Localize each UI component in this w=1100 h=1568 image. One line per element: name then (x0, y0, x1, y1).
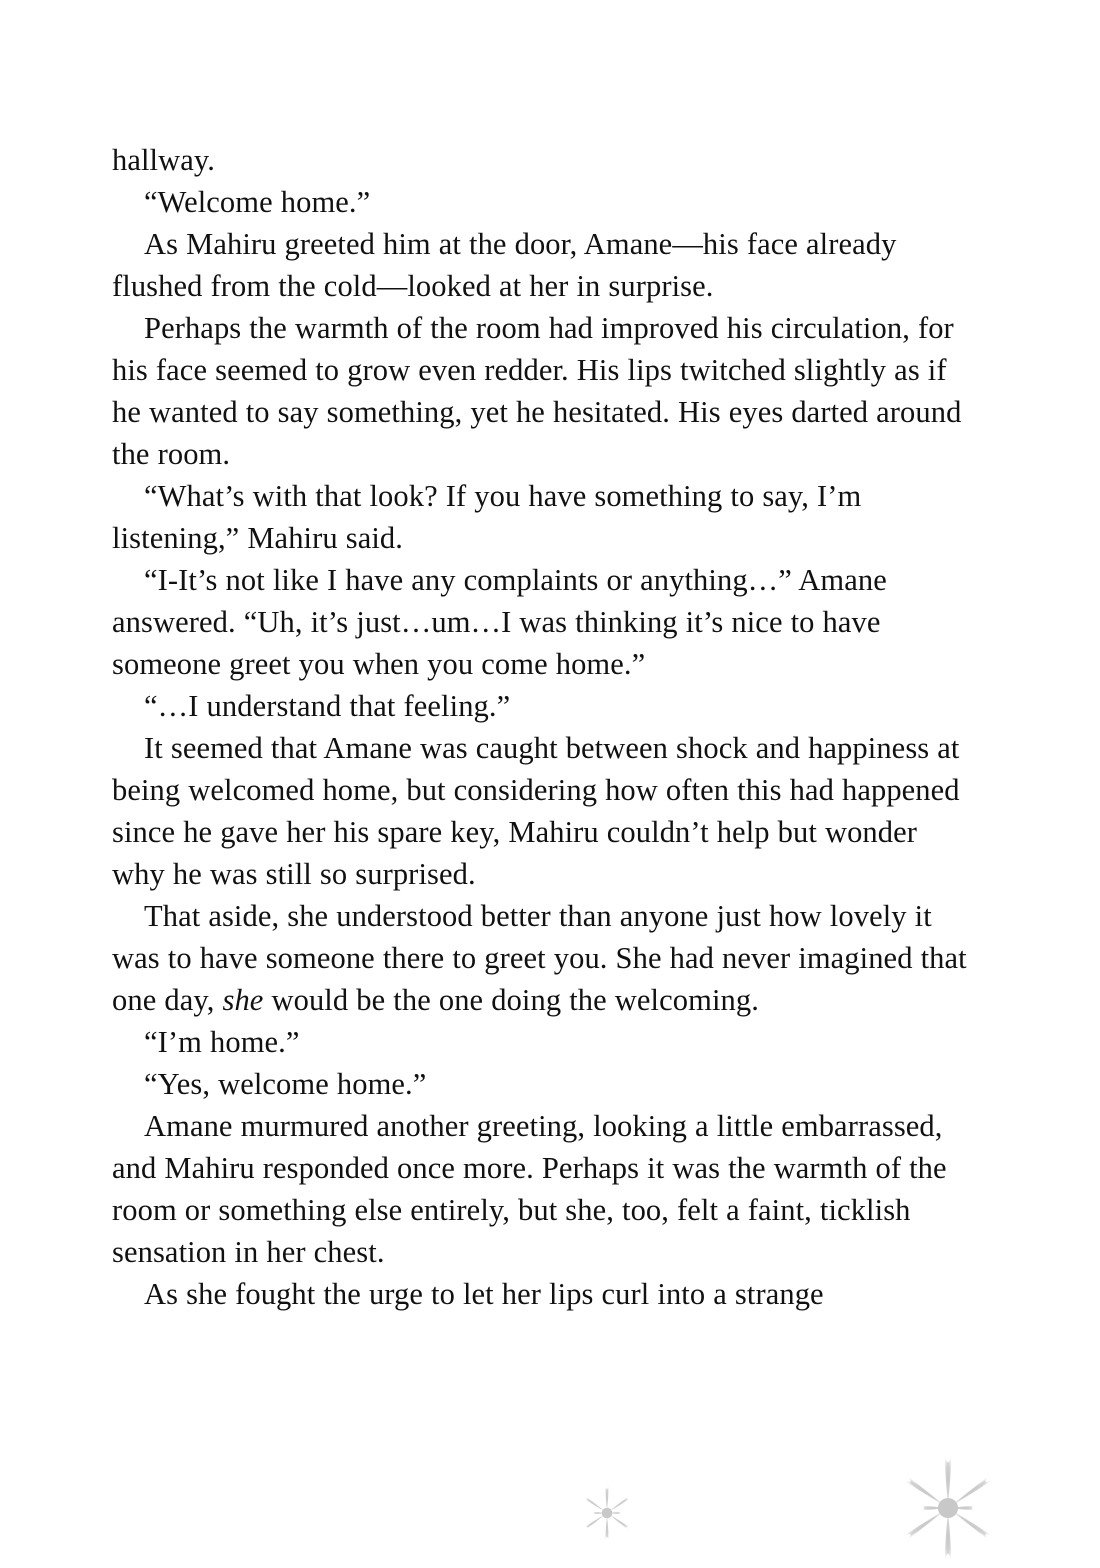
paragraph-p-that-aside (112, 895, 972, 1021)
paragraph-p-perhaps-the-warmth: Perhaps the warmth of the room had improved his circulation, for his face seemed to grow even redder. His lips twitched slightly as if he wanted to say something, yet he hesitated. His eyes darted around the room. (112, 311, 962, 471)
paragraph-p-yes-welcome-home: “Yes, welcome home.” (144, 1067, 427, 1101)
emphasis-text: she (222, 983, 264, 1017)
paragraph-p-as-mahiru-greeted: As Mahiru greeted him at the door, Amane—his face already flushed from the cold—looked at her in surprise. (112, 227, 897, 303)
paragraph-text-run: That aside, she understood better than anyone just how lovely it was to have someone there to greet you. She had never imagined that one day, (112, 899, 967, 1017)
paragraph-p-i-its-not-like: “I-It’s not like I have any complaints or anything…” Amane answered. “Uh, it’s just…um…I was thinking it’s nice to have someone greet you when you come home.” (112, 563, 887, 681)
sparkle-ornament-large (889, 1449, 1007, 1567)
paragraph-p-welcome-home: “Welcome home.” (144, 185, 371, 219)
paragraph-p-i-understand-that-feeling: “…I understand that feeling.” (144, 689, 511, 723)
paragraph-p-im-home: “I’m home.” (144, 1025, 300, 1059)
paragraph-p-it-seemed-that-amane: It seemed that Amane was caught between shock and happiness at being welcomed home, but considering how often this had happened since he gave her his spare key, Mahiru couldn’t help but wonder why he was still so surprised. (112, 731, 960, 891)
paragraph-text-run: would be the one doing the welcoming. (263, 983, 759, 1017)
sparkle-ornament-small (576, 1482, 638, 1544)
paragraph-p-amane-murmured: Amane murmured another greeting, looking a little embarrassed, and Mahiru responded once more. Perhaps it was the warmth of the room or something else entirely, but she, too, felt a faint, ticklish sensation in her chest. (112, 1109, 947, 1269)
paragraph-p-hallway: hallway. (112, 143, 215, 177)
paragraph-p-as-she-fought: As she fought the urge to let her lips curl into a strange (144, 1277, 824, 1311)
body-text-column (112, 139, 972, 1315)
paragraph-p-whats-with-that-look: “What’s with that look? If you have something to say, I’m listening,” Mahiru said. (112, 479, 862, 555)
